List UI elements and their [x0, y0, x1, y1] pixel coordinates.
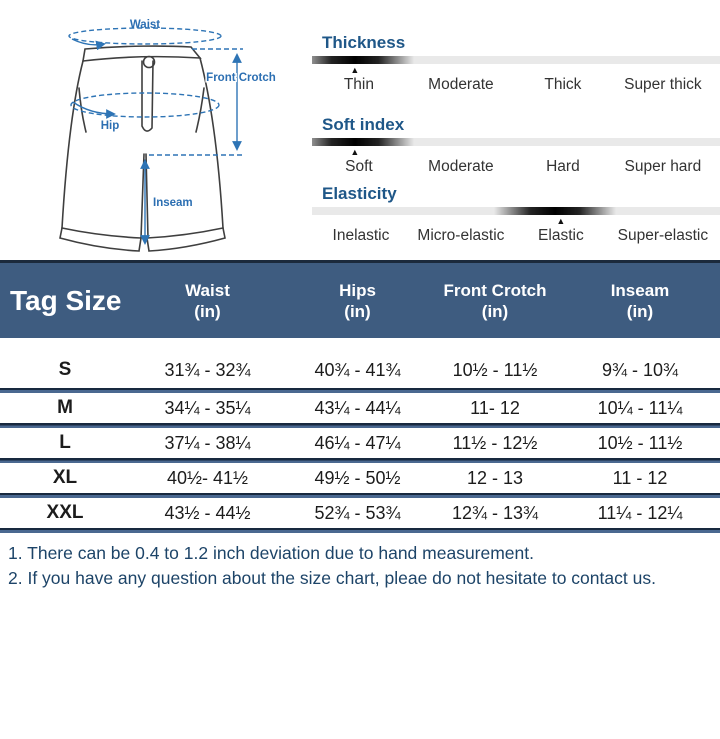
inseam-label: Inseam	[153, 197, 193, 209]
front-crotch-cell: 11½ - 12½	[452, 432, 538, 453]
hips-cell: 46¼ - 47¼	[314, 432, 401, 453]
scale-elasticity	[312, 184, 720, 246]
waist-label: Waist	[129, 19, 161, 31]
scale-label: Hard	[546, 158, 580, 175]
front-crotch-cell: 12 - 13	[466, 467, 524, 488]
scale-label: Soft	[345, 158, 373, 175]
size-cell: XXL	[46, 502, 84, 523]
scale-elasticity-marker-icon: ▲	[556, 216, 566, 226]
footnotes	[8, 541, 720, 591]
hip-dashed-ellipse	[71, 93, 219, 117]
front-crotch-label: Front Crotch	[206, 72, 276, 84]
table-row	[0, 463, 720, 493]
hips-cell: 52¾ - 53¾	[314, 502, 401, 523]
hips-cell: 43¼ - 44¼	[314, 397, 401, 418]
size-table-header	[0, 263, 720, 338]
scale-elasticity-title: Elasticity	[322, 184, 397, 203]
shorts-outline	[60, 46, 225, 251]
scale-soft-index-bar	[312, 138, 720, 146]
scale-thickness-marker-icon: ▲	[350, 65, 360, 75]
waist-cell: 31¾ - 32¾	[164, 359, 251, 380]
waist-cell: 37¼ - 38¼	[164, 432, 251, 453]
hip-label: Hip	[100, 120, 120, 132]
inseam-cell: 11¼ - 12¼	[597, 502, 683, 523]
scale-soft-index-level	[312, 138, 414, 146]
scale-label: Micro-elastic	[417, 227, 505, 244]
scale-soft-index	[312, 115, 720, 177]
scale-label: Thin	[343, 76, 374, 93]
footnote-1: 1. There can be 0.4 to 1.2 inch deviation due to hand measurement.	[8, 543, 534, 563]
scale-label: Inelastic	[332, 227, 390, 244]
hips-cell: 49½ - 50½	[314, 467, 401, 488]
table-row	[0, 498, 720, 528]
inseam-cell: 9¾ - 10¾	[601, 359, 679, 380]
size-table-body	[0, 352, 720, 533]
table-row	[0, 393, 720, 423]
scale-thickness-level	[312, 56, 414, 64]
scale-thickness-bar	[312, 56, 720, 64]
shorts-measurement-diagram	[0, 0, 300, 260]
attribute-scales	[312, 0, 720, 260]
table-row	[0, 352, 720, 388]
scale-thickness-title: Thickness	[322, 33, 406, 52]
front-crotch-cell: 11- 12	[470, 397, 520, 418]
hips-cell: 40¾ - 41¾	[314, 359, 401, 380]
inseam-cell: 11 - 12	[612, 467, 668, 488]
footnote-2: 2. If you have any question about the size chart, pleae do not hesitate to contact us.	[8, 568, 656, 588]
column-header-front-crotch: Front Crotch (in)	[443, 280, 547, 321]
scale-elasticity-bar	[312, 207, 720, 215]
scale-label: Elastic	[538, 227, 584, 244]
scale-label: Moderate	[428, 158, 494, 175]
size-cell: L	[59, 432, 71, 453]
waist-cell: 43½ - 44½	[164, 502, 251, 523]
scale-elasticity-level	[494, 207, 616, 215]
scale-label: Moderate	[428, 76, 494, 93]
waist-cell: 34¼ - 35¼	[164, 397, 251, 418]
front-crotch-cell: 12¾ - 13¾	[451, 502, 539, 523]
inseam-cell: 10½ - 11½	[597, 432, 683, 453]
row-separator	[0, 528, 720, 533]
column-header-waist: Waist (in)	[185, 280, 230, 321]
tag-size-header: Tag Size	[10, 284, 122, 316]
waist-cell: 40½- 41½	[166, 467, 249, 488]
front-crotch-cell: 10½ - 11½	[452, 359, 538, 380]
scale-label: Super hard	[624, 158, 702, 175]
scale-label: Thick	[544, 76, 582, 93]
size-cell: S	[58, 359, 72, 380]
size-cell: M	[57, 397, 73, 418]
table-row	[0, 428, 720, 458]
scale-label: Super-elastic	[617, 227, 709, 244]
size-cell: XL	[52, 467, 78, 488]
inseam-cell: 10¼ - 11¼	[597, 397, 683, 418]
scale-thickness	[312, 33, 720, 95]
scale-label: Super thick	[624, 76, 702, 93]
top-section	[0, 0, 720, 260]
scale-soft-index-marker-icon: ▲	[350, 147, 360, 157]
scale-soft-index-title: Soft index	[322, 115, 405, 134]
column-header-hips: Hips (in)	[339, 280, 376, 321]
hip-arrow-icon	[73, 102, 114, 114]
column-header-inseam: Inseam (in)	[610, 280, 670, 321]
